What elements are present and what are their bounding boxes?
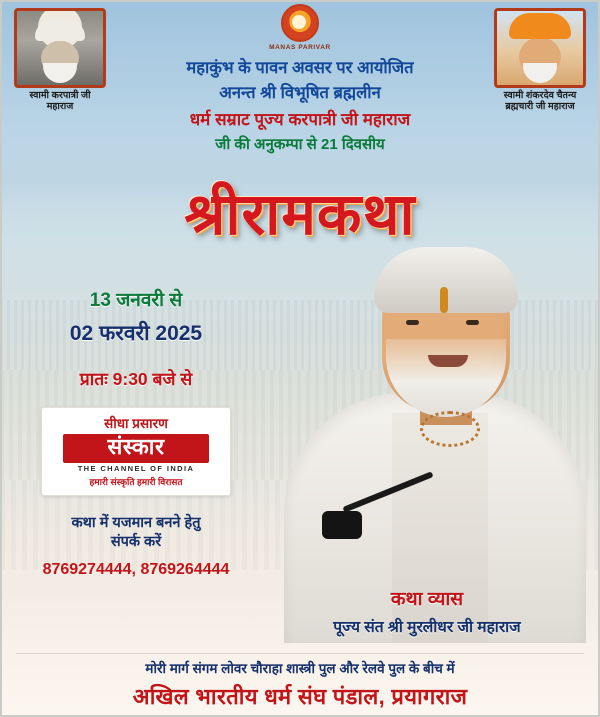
mala-icon (420, 411, 480, 447)
speaker-photo (270, 213, 600, 643)
divider (16, 653, 584, 654)
headline-4: जी की अनुकम्पा से 21 दिवसीय (215, 135, 385, 153)
broadcast-live-label: सीधा प्रसारण (104, 416, 168, 431)
broadcast-channel-logo (41, 407, 231, 496)
manas-parivar-logo-icon (281, 4, 319, 42)
venue-name: अखिल भारतीय धर्म संघ पंडाल, प्रयागराज (132, 684, 468, 709)
broadcast-channel-subtagline: हमारी संस्कृति हमारी विरासत (89, 476, 183, 487)
speaker-eye-left (406, 320, 419, 325)
speaker-role-label: कथा व्यास (390, 589, 464, 610)
tilak-icon (440, 287, 448, 313)
headline-block (0, 58, 600, 154)
broadcast-channel-tagline: THE CHANNEL OF INDIA (77, 463, 195, 473)
microphone-base-icon (322, 511, 362, 539)
event-time: प्रातः 9:30 बजे से (79, 369, 193, 389)
contact-heading-line2: संपर्क करें (110, 534, 162, 551)
event-info-column (0, 286, 272, 579)
portrait-right-caption-line1: स्वामी शंकरदेव चैतन्य (503, 90, 577, 101)
headline-2: अनन्त श्री विभूषित ब्रह्मलीन (219, 83, 381, 102)
portrait-left-caption-line1: स्वामी करपात्री जी (29, 90, 91, 101)
contact-phone-numbers[interactable]: 8769274444, 8769264444 (42, 560, 230, 578)
portrait-left-caption-line2: महाराज (46, 100, 74, 112)
venue-address-line: मोरी मार्ग संगम लोवर चौराहा शास्त्री पुल और रेलवे पुल के बीच में (145, 661, 455, 676)
contact-heading (0, 514, 272, 553)
event-date-from: 13 जनवरी से (89, 290, 183, 311)
manas-parivar-logo-text: MANAS PARIVAR (269, 44, 331, 51)
speaker-name: पूज्य संत श्री मुरलीधर जी महाराज (333, 619, 521, 636)
headline-1: महाकुंभ के पावन अवसर पर आयोजित (186, 59, 414, 77)
event-date-to: 02 फरवरी 2025 (69, 322, 203, 345)
headline-3: धर्म सम्राट पूज्य करपात्री जी महाराज (189, 110, 411, 130)
speaker-eye-right (466, 320, 479, 325)
portrait-right-caption-line2: ब्रह्मचारी जी महाराज (505, 100, 575, 112)
page-title-text: श्रीरामकथा (184, 182, 416, 247)
speaker-caption (262, 585, 592, 637)
venue-block (0, 653, 600, 711)
speaker-mouth (428, 355, 468, 367)
broadcast-channel-name: संस्कार (63, 434, 209, 463)
contact-heading-line1: कथा में यजमान बनने हेतु (71, 514, 201, 531)
manas-parivar-logo (264, 4, 336, 51)
